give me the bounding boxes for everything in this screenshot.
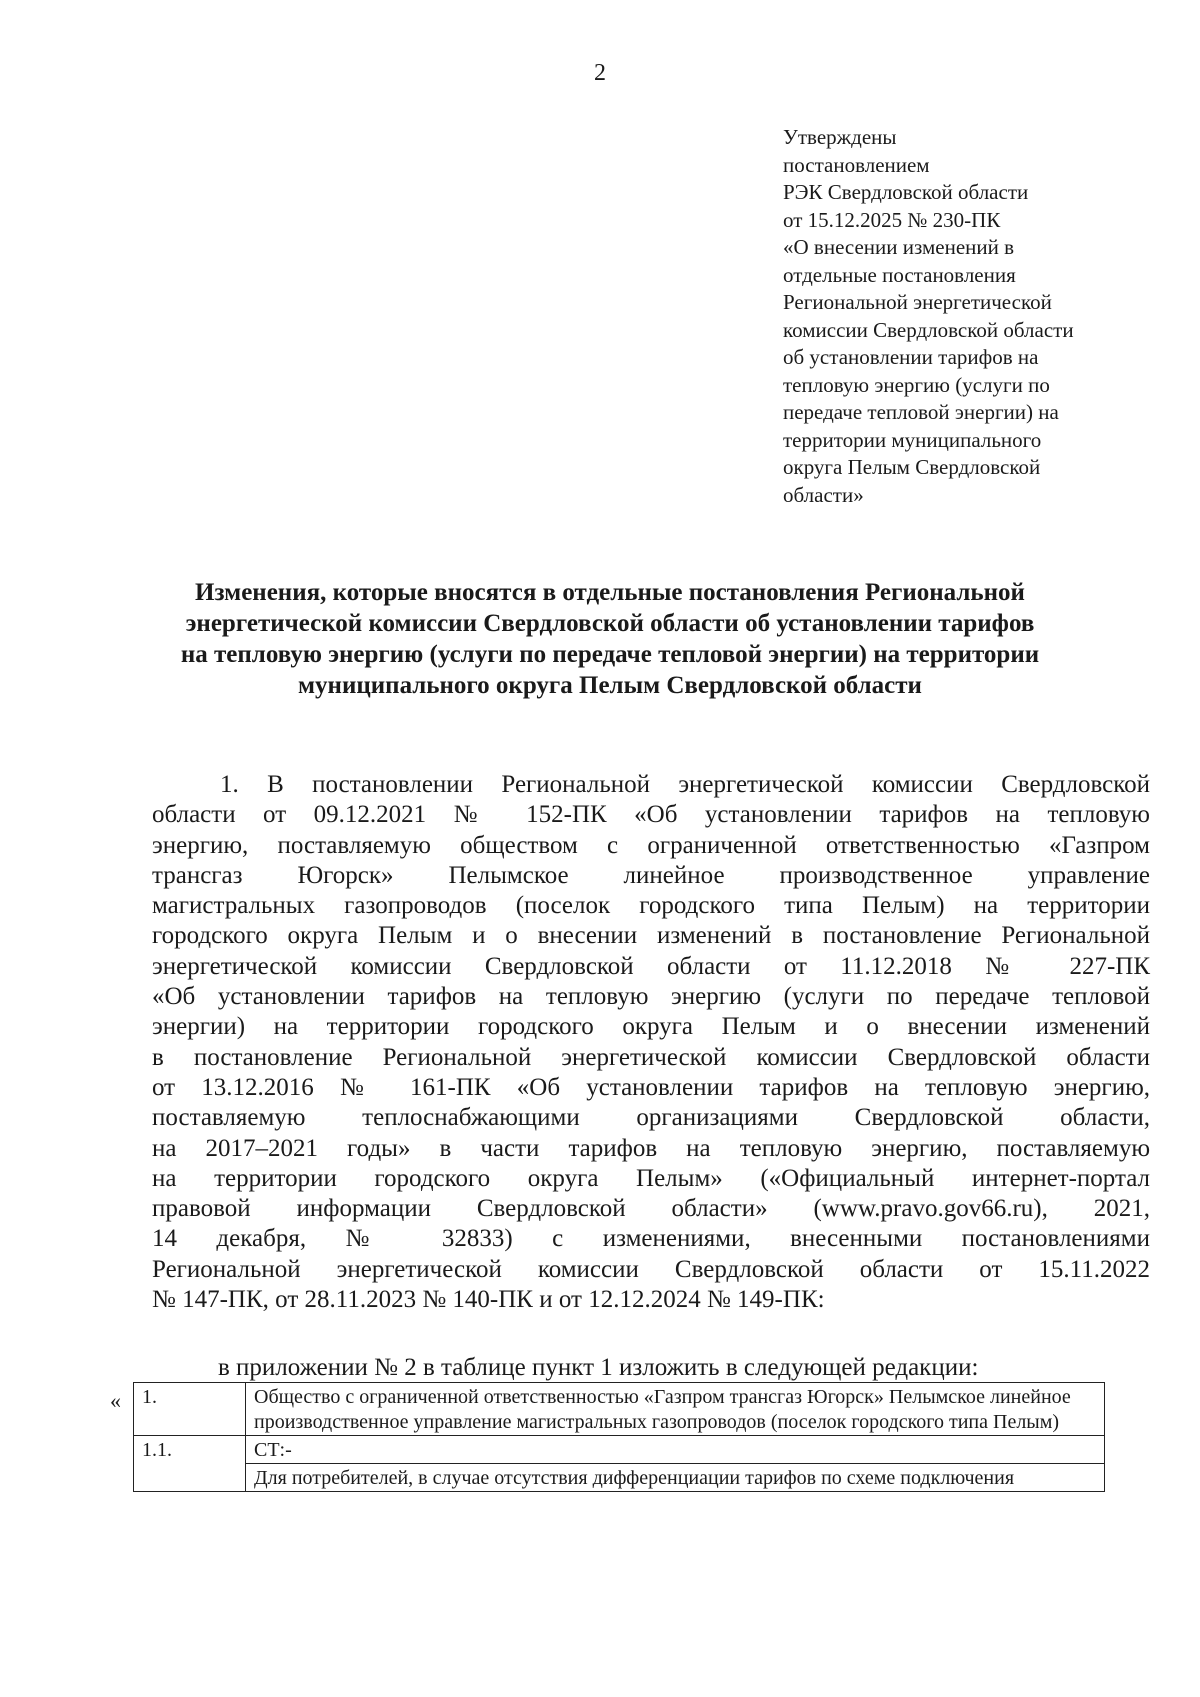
body-line: области от 09.12.2021 № 152-ПК «Об установлении тарифов на тепловую xyxy=(152,801,1150,829)
approval-line: об установлении тарифов на xyxy=(783,345,1039,369)
table-cell-organization: Общество с ограниченной ответственностью «Газпром трансгаз Югорск» Пелымское линейное производственное управление магистральных газопроводов (поселок городского типа Пелым) xyxy=(246,1383,1105,1436)
table-cell-number: 1. xyxy=(134,1383,246,1436)
body-line: магистральных газопроводов (поселок городского типа Пелым) на территории xyxy=(152,892,1150,920)
body-line: поставляемую теплоснабжающими организациями Свердловской области, xyxy=(152,1104,1150,1132)
body-line: трансгаз Югорск» Пелымское линейное производственное управление xyxy=(152,861,1150,889)
body-line: энергетической комиссии Свердловской области от 11.12.2018 № 227-ПК xyxy=(152,952,1150,980)
body-line: 14 декабря, № 32833) с изменениями, внесенными постановлениями xyxy=(152,1225,1150,1253)
approval-line: области» xyxy=(783,482,864,507)
approval-line: от 15.12.2025 № 230-ПК xyxy=(783,207,1001,232)
opening-quote: « xyxy=(110,1388,121,1413)
table-cell-system: СТ:- xyxy=(246,1436,1105,1464)
approval-line: Региональной энергетической xyxy=(783,290,1052,314)
body-line: от 13.12.2016 № 161-ПК «Об установлении тарифов на тепловую энергию, xyxy=(152,1073,1150,1101)
approval-line: округа Пелым Свердловской xyxy=(783,455,1041,479)
approval-line: постановлением xyxy=(783,152,930,177)
body-line: Региональной энергетической комиссии Свердловской области от 15.11.2022 xyxy=(152,1255,1150,1283)
table-row xyxy=(134,1436,1105,1464)
body-paragraph xyxy=(152,770,1150,1315)
approval-line: «О внесении изменений в xyxy=(783,235,1015,259)
tariff-table xyxy=(133,1382,1105,1492)
body-line: 1. В постановлении Региональной энергетической комиссии Свердловской xyxy=(220,771,1150,798)
table-row xyxy=(134,1383,1105,1436)
approval-line: РЭК Свердловской области xyxy=(783,180,1029,204)
approval-line: передаче тепловой энергии) на xyxy=(783,400,1059,424)
body-line: в постановление Региональной энергетической комиссии Свердловской области xyxy=(152,1043,1150,1071)
approval-line: отдельные постановления xyxy=(783,262,1016,287)
body-line: энергии) на территории городского округа Пелым и о внесении изменений xyxy=(152,1013,1150,1041)
heading-line: энергетической комиссии Свердловской области об установлении тарифов xyxy=(185,610,1035,637)
table-cell-number: 1.1. xyxy=(134,1436,246,1464)
body-line: № 147-ПК, от 28.11.2023 № 140-ПК и от 12.12.2024 № 149-ПК: xyxy=(152,1286,825,1314)
approval-line: комиссии Свердловской области xyxy=(783,317,1074,342)
table-cell-consumers: Для потребителей, в случае отсутствия дифференциации тарифов по схеме подключения xyxy=(246,1464,1105,1492)
page-number: 2 xyxy=(594,60,606,86)
document-heading xyxy=(120,577,1100,701)
approval-line: Утверждены xyxy=(783,125,897,149)
body-line: «Об установлении тарифов на тепловую энергию (услуги по передаче тепловой xyxy=(152,983,1150,1011)
table-intro: в приложении № 2 в таблице пункт 1 изложить в следующей редакции: xyxy=(218,1354,979,1381)
body-line: на 2017–2021 годы» в части тарифов на тепловую энергию, поставляемую xyxy=(152,1134,1150,1162)
heading-line: на тепловую энергию (услуги по передаче тепловой энергии) на территории xyxy=(180,641,1040,668)
body-line: городского округа Пелым и о внесении изменений в постановление Региональной xyxy=(152,922,1150,950)
table-row xyxy=(134,1464,1105,1492)
heading-line: муниципального округа Пелым Свердловской области xyxy=(298,672,922,699)
heading-line: Изменения, которые вносятся в отдельные постановления Региональной xyxy=(195,579,1025,606)
body-line: на территории городского округа Пелым» («Официальный интернет-портал xyxy=(152,1164,1150,1192)
body-line: энергию, поставляемую обществом с ограниченной ответственностью «Газпром xyxy=(152,831,1150,859)
body-line: правовой информации Свердловской области» (www.pravo.gov66.ru), 2021, xyxy=(152,1195,1150,1223)
approval-line: территории муниципального xyxy=(783,427,1042,452)
approval-line: тепловую энергию (услуги по xyxy=(783,372,1050,397)
approval-block xyxy=(783,124,1173,509)
table-cell-empty xyxy=(134,1464,246,1492)
